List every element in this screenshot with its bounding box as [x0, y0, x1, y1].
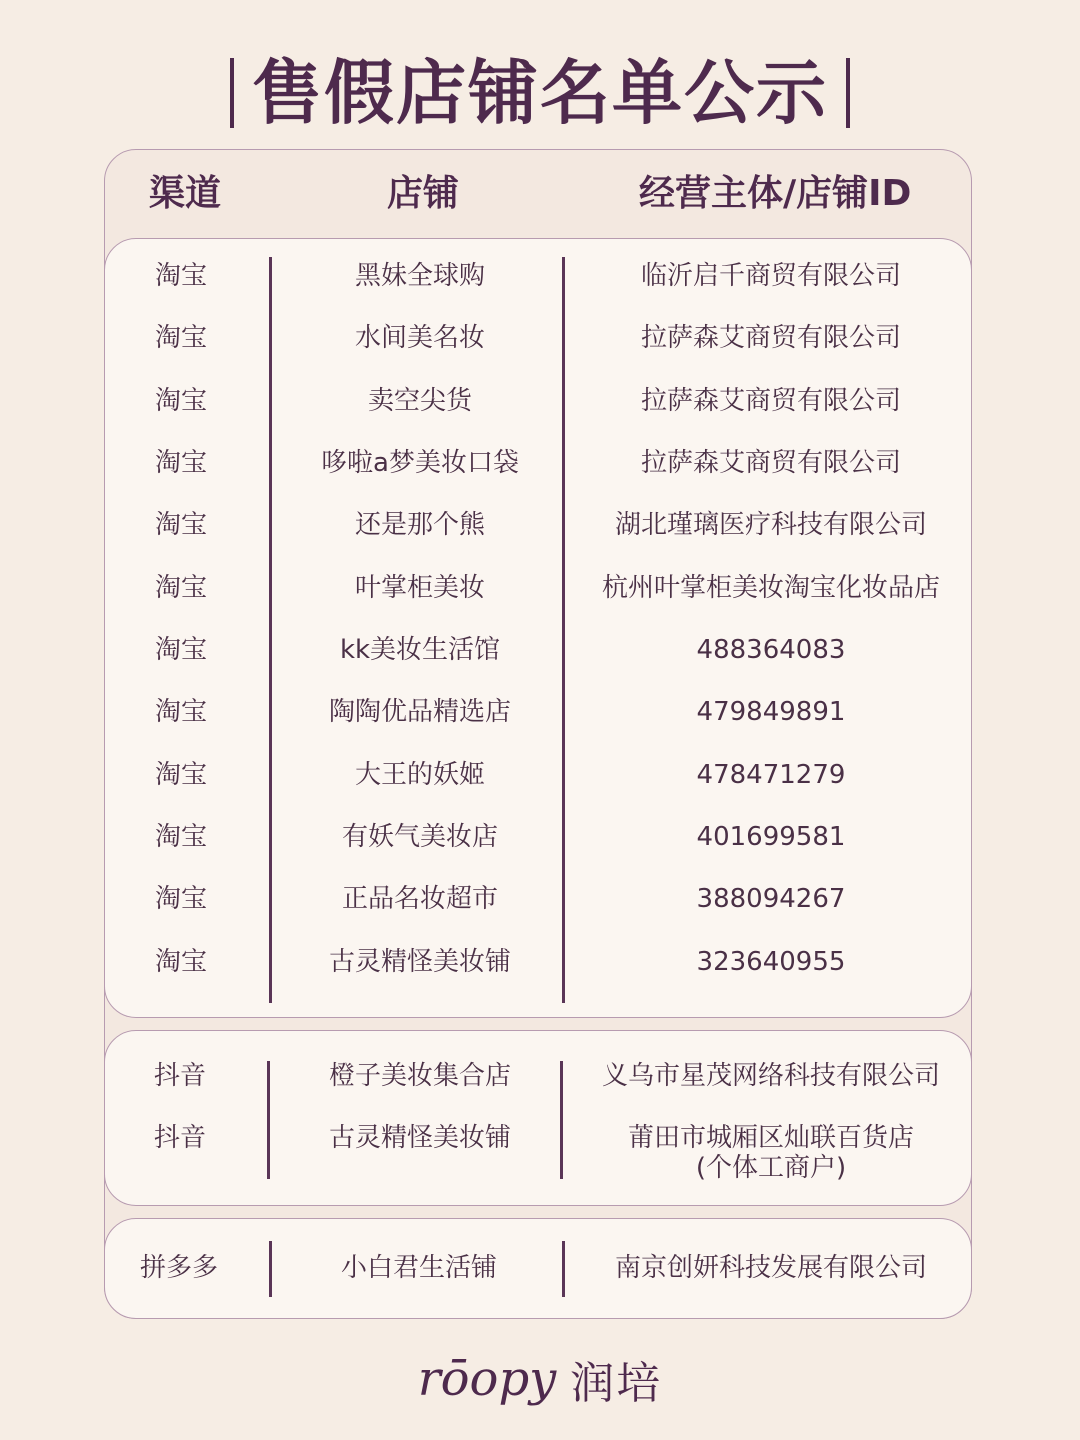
cell-channel: 淘宝	[154, 822, 208, 852]
cell-entity: 488364083	[696, 635, 846, 665]
column-divider	[267, 1061, 270, 1179]
column-divider	[562, 257, 565, 1003]
section-taobao	[104, 238, 972, 1018]
title-left-bar	[230, 58, 234, 128]
cell-entity: 南京创妍科技发展有限公司	[614, 1253, 928, 1283]
cell-store: 正品名妆超市	[341, 884, 499, 914]
cell-entity: 临沂启千商贸有限公司	[640, 261, 902, 291]
cell-store: 叶掌柜美妆	[354, 573, 486, 603]
cell-entity: 拉萨森艾商贸有限公司	[640, 386, 902, 416]
cell-store: 卖空尖货	[367, 386, 473, 416]
cell-store: 黑妹全球购	[354, 261, 486, 291]
cell-channel: 淘宝	[154, 510, 208, 540]
cell-entity: 401699581	[696, 822, 846, 852]
title-right-bar	[846, 58, 850, 128]
cell-store: 古灵精怪美妆铺	[328, 947, 512, 977]
header-entity: 经营主体/店铺ID	[639, 173, 912, 214]
cell-channel: 淘宝	[154, 635, 208, 665]
cell-channel: 淘宝	[154, 323, 208, 353]
table-header	[105, 150, 971, 238]
cell-store: 有妖气美妆店	[341, 822, 499, 852]
page-title: 售假店铺名单公示	[252, 51, 828, 134]
cell-channel: 淘宝	[154, 697, 208, 727]
cell-channel: 淘宝	[154, 386, 208, 416]
cell-entity: 义乌市星茂网络科技有限公司	[601, 1061, 941, 1091]
brand-logo	[0, 1344, 1080, 1414]
header-store: 店铺	[387, 173, 460, 214]
cell-entity-note: (个体工商户)	[695, 1153, 847, 1183]
cell-store: 古灵精怪美妆铺	[328, 1123, 512, 1153]
header-channel: 渠道	[149, 173, 222, 214]
column-divider	[560, 1061, 563, 1179]
cell-store: 陶陶优品精选店	[328, 697, 512, 727]
brand-logo-cn: 润培	[570, 1358, 663, 1409]
cell-entity: 拉萨森艾商贸有限公司	[640, 323, 902, 353]
section-douyin	[104, 1030, 972, 1206]
cell-entity: 323640955	[696, 947, 846, 977]
cell-store: 橙子美妆集合店	[328, 1061, 512, 1091]
section-pinduoduo	[104, 1218, 972, 1319]
column-divider	[269, 1241, 272, 1297]
cell-channel: 淘宝	[154, 760, 208, 790]
cell-channel: 淘宝	[154, 947, 208, 977]
page-title-wrap	[0, 50, 1080, 136]
brand-logo-latin: rōopy	[417, 1351, 557, 1407]
cell-store: 小白君生活铺	[340, 1253, 498, 1283]
cell-entity: 莆田市城厢区灿联百货店	[627, 1123, 915, 1153]
cell-entity: 388094267	[696, 884, 846, 914]
cell-entity: 湖北瑾璃医疗科技有限公司	[614, 510, 928, 540]
cell-store: 大王的妖姬	[354, 760, 486, 790]
cell-store: 还是那个熊	[354, 510, 486, 540]
cell-store: kk美妆生活馆	[339, 635, 501, 665]
cell-channel: 淘宝	[154, 884, 208, 914]
cell-channel: 抖音	[153, 1061, 207, 1091]
cell-entity: 479849891	[696, 697, 846, 727]
cell-store: 哆啦a梦美妆口袋	[321, 448, 519, 478]
cell-channel: 淘宝	[154, 261, 208, 291]
cell-entity: 478471279	[696, 760, 846, 790]
cell-entity: 拉萨森艾商贸有限公司	[640, 448, 902, 478]
cell-channel: 拼多多	[139, 1253, 219, 1283]
cell-entity: 杭州叶掌柜美妆淘宝化妆品店	[601, 573, 941, 603]
cell-channel: 淘宝	[154, 573, 208, 603]
cell-store: 水间美名妆	[354, 323, 486, 353]
column-divider	[562, 1241, 565, 1297]
cell-channel: 淘宝	[154, 448, 208, 478]
cell-channel: 抖音	[153, 1123, 207, 1153]
column-divider	[269, 257, 272, 1003]
